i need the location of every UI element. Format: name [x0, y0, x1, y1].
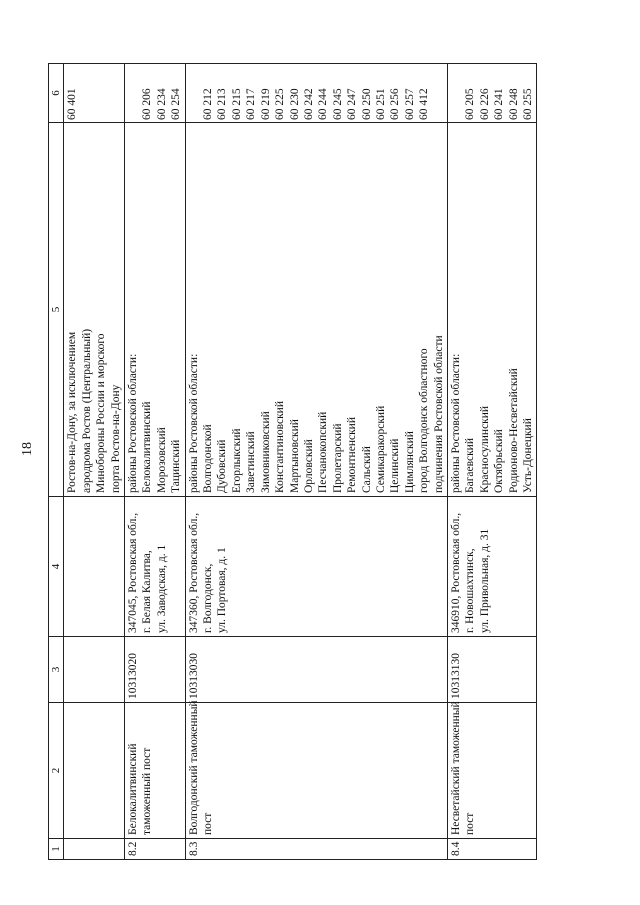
territory-list-line: Константиновский [274, 401, 287, 493]
okato-codes-line: 60 219 [259, 88, 272, 120]
okato-codes-line: 60 226 [478, 88, 491, 120]
post-name-line: пост [464, 812, 477, 835]
okato-codes-line [449, 67, 463, 120]
okato-codes-line: 60 256 [389, 88, 402, 120]
okato-codes-line: 60 244 [317, 88, 330, 120]
okato-codes-line: 60 250 [360, 88, 373, 120]
territory-list-line: Зимовниковский [259, 411, 272, 493]
territory-list-line: Егорлыкский [230, 428, 243, 493]
okato-codes-line [126, 67, 140, 120]
territory-list-line: Мартыновский [288, 419, 301, 493]
territory-list-line: аэродрома Ростов (Центральный) [80, 328, 93, 493]
territory-list [185, 123, 447, 497]
okato-codes [125, 64, 186, 123]
post-address [447, 497, 536, 637]
territory-list-line: Тацинский [170, 439, 183, 493]
territory-list-line: Октябрьский [493, 429, 506, 493]
territory-list-line: Волгодонской [202, 424, 215, 493]
customs-posts-table-rotated [48, 64, 628, 860]
okato-codes-line: 60 241 [493, 88, 506, 120]
okato-codes-line: 60 215 [230, 88, 243, 120]
post-name [185, 700, 447, 839]
territory-list [125, 123, 186, 497]
territory-list-line: Родионово-Несветайский [507, 368, 520, 493]
row-number: 8.4 [447, 839, 536, 860]
customs-posts-table [48, 63, 537, 860]
table-row [125, 64, 186, 860]
column-header: 1 [49, 839, 64, 860]
territory-list-line: Цимлянский [403, 431, 416, 493]
territory-list-line: подчинения Ростовской области [432, 335, 445, 493]
okato-codes-line: 60 242 [302, 88, 315, 120]
territory-list [447, 123, 536, 497]
territory-list-line: районы Ростовской области: [127, 353, 140, 493]
column-header: 3 [49, 637, 64, 703]
okato-codes-line: 60 234 [155, 88, 168, 120]
post-name-line: Несветайский таможенный [449, 701, 462, 835]
okato-codes [185, 64, 447, 123]
post-name-line: пост [202, 812, 215, 835]
post-name-line: таможенный пост [141, 747, 154, 835]
table-row [185, 64, 447, 860]
post-code [64, 637, 125, 703]
okato-codes-line: 60 254 [170, 88, 183, 120]
territory-list-line: районы Ростовской области: [449, 353, 462, 493]
okato-codes-line: 60 255 [522, 88, 534, 120]
table-row [447, 64, 536, 860]
row-number [64, 839, 125, 860]
row-number: 8.3 [185, 839, 447, 860]
table-row [64, 64, 125, 860]
column-header: 4 [49, 497, 64, 637]
post-address-line: 346910, Ростовская обл., [449, 512, 462, 633]
territory-list-line: районы Ростовской области: [187, 353, 200, 493]
okato-codes [64, 64, 125, 123]
post-address [125, 497, 186, 637]
post-address-line: г. Новошахтинск, [464, 548, 477, 633]
post-name-line: Волгодонский таможенный [187, 700, 200, 835]
post-address-line: г. Волгодонск, [202, 563, 215, 633]
territory-list-line: Усть-Донецкий [522, 418, 534, 493]
row-number: 8.2 [125, 839, 186, 860]
post-address [185, 497, 447, 637]
territory-list-line: Дубовский [216, 439, 229, 493]
column-header: 5 [49, 123, 64, 497]
okato-codes-line: 60 212 [202, 88, 215, 120]
post-address [64, 497, 125, 637]
post-address-line: ул. Привольная, д. 31 [478, 528, 491, 633]
territory-list-line: Красносулинский [478, 405, 491, 493]
territory-list-line: Ремонтненский [346, 417, 359, 493]
okato-codes-line: 60 213 [216, 88, 229, 120]
post-code: 10313130 [447, 637, 536, 703]
post-code: 10313020 [125, 637, 186, 703]
okato-codes-line: 60 401 [66, 88, 79, 120]
okato-codes-line: 60 217 [245, 88, 258, 120]
territory-list-line: Ростов-на-Дону, за исключением [66, 331, 79, 493]
post-name [125, 703, 186, 839]
post-address-line: ул. Портовая, д. 1 [216, 547, 229, 633]
territory-list-line: Орловский [302, 439, 315, 493]
okato-codes [447, 64, 536, 123]
territory-list-line: порта Ростов-на-Дону [109, 384, 122, 493]
territory-list-line: Заветинский [245, 431, 258, 493]
territory-list-line: Целинский [389, 438, 402, 493]
post-address-line: ул. Заводская, д. 1 [155, 544, 168, 633]
territory-list-line: Семикаракорский [374, 405, 387, 493]
post-address-line: 347360, Ростовская обл., [187, 512, 200, 633]
territory-list [64, 123, 125, 497]
territory-list-line: Белокалитвинский [141, 401, 154, 493]
okato-codes-line: 60 412 [418, 88, 431, 120]
okato-codes-line: 60 230 [288, 88, 301, 120]
okato-codes-line: 60 251 [374, 88, 387, 120]
territory-list-line: Морозовский [155, 427, 168, 493]
post-name [447, 703, 536, 839]
post-name-line: Белокалитвинский [127, 743, 140, 835]
column-number-row [49, 64, 64, 860]
okato-codes-line: 60 205 [464, 88, 477, 120]
okato-codes-line [187, 67, 201, 120]
okato-codes-line: 60 248 [507, 88, 520, 120]
okato-codes-line: 60 225 [274, 88, 287, 120]
post-address-line: г. Белая Калитва, [141, 550, 154, 633]
territory-list-line: Багаевский [464, 438, 477, 493]
column-header: 2 [49, 703, 64, 839]
okato-codes-line: 60 247 [346, 88, 359, 120]
territory-list-line: город Волгодонск областного [418, 348, 431, 493]
post-name [64, 703, 125, 839]
okato-codes-line: 60 245 [331, 88, 344, 120]
territory-list-line: Песчанокопский [317, 411, 330, 493]
territory-list-line: Минобороны России и морского [95, 333, 108, 493]
post-address-line: 347045, Ростовская обл., [127, 512, 140, 633]
column-header: 6 [49, 64, 64, 123]
okato-codes-line: 60 206 [141, 88, 154, 120]
post-code: 10313030 [185, 637, 447, 703]
territory-list-line: Сальский [360, 446, 373, 493]
page-number: 18 [20, 442, 35, 456]
okato-codes-line: 60 257 [403, 88, 416, 120]
territory-list-line: Пролетарский [331, 423, 344, 493]
